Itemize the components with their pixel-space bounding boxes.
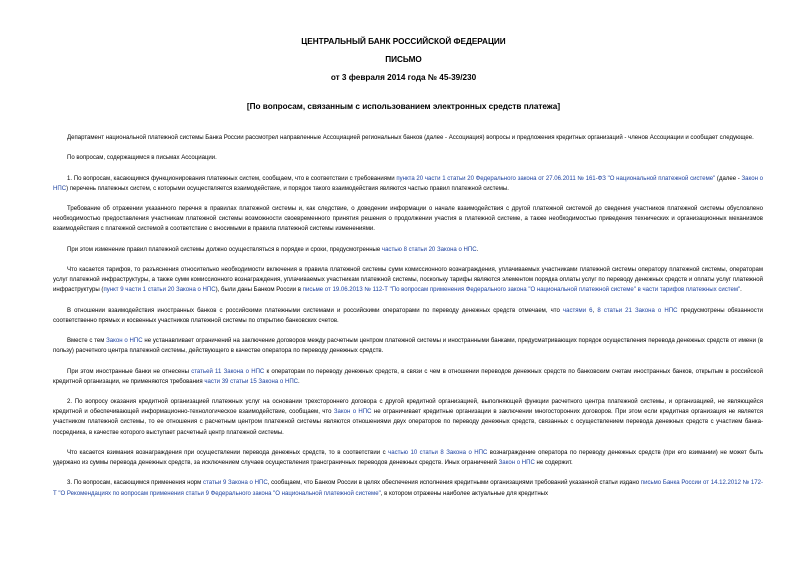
paragraph-text: не устанавливает ограничений на заключение договоров между расчетным центром платежной системы и иностранными банками, предусматривающих порядок осуществления перевода денежных средств от имени (в пользу) расчетного центра платежной системы, действующего в качестве оператора по переводу денежных средств. [53, 338, 764, 355]
paragraph [53, 204, 763, 234]
paragraph-text: не содержит. [534, 460, 573, 467]
paragraph [53, 397, 763, 437]
paragraph-text: не ограничивает кредитные организации в заключении многосторонних договоров. При этом если кредитная организация не является участником платежной системы, то ее отношения с расчетным центром платежной системы являются отношениями двух операторов по переводу денежных средств, связанных с осуществлением перевода денежных средств с участием банка-посредника, в качестве которого выступает расчетный центр платежной системы. [53, 409, 763, 436]
document-date-number: от 3 февраля 2014 года № 45-39/230 [330, 73, 477, 82]
document-link[interactable]: 8 статьи 21 Закона о НПС [597, 307, 678, 314]
paragraph [53, 367, 763, 387]
paragraph-text: Что касается взимания вознаграждения при осуществлении перевода денежных средств, то в соответствии с [67, 449, 389, 456]
document-subject: [По вопросам, связанным с использованием электронных средств платежа] [246, 102, 561, 111]
paragraph [53, 153, 763, 163]
paragraph [53, 448, 763, 468]
paragraph [53, 336, 763, 356]
issuer-heading: ЦЕНТРАЛЬНЫЙ БАНК РОССИЙСКОЙ ФЕДЕРАЦИИ [301, 37, 506, 46]
document-link[interactable]: Закон о НПС [333, 409, 372, 416]
paragraph-text: 3. По вопросам, касающимся применения норм [67, 480, 204, 487]
paragraph-text: предусмотрены обязанности соответственно прямых и косвенных участников платежной системы по открытию банковских счетов. [53, 307, 763, 324]
paragraph-text: Вместе с тем [67, 338, 107, 345]
paragraph [53, 478, 763, 498]
paragraph-text: (далее - [715, 175, 742, 182]
paragraph-text: . [476, 246, 479, 253]
paragraph-text: к операторам по переводу денежных средств, в связи с чем в отношении переводов денежных средств по банковским счетам иностранных банков, открытым в российской кредитной организации, не применяются требования [53, 368, 763, 385]
paragraph-text: , сообщаем, что Банком России в целях обеспечения исполнения кредитными организациями требований указанной статьи издано [267, 480, 641, 487]
paragraph-text: По вопросам, содержащимся в письмах Ассоциации. [67, 155, 217, 162]
document-link[interactable]: частью 8 статьи 20 Закона о НПС [381, 246, 477, 253]
document-type-heading: ПИСЬМО [385, 55, 422, 64]
document-link[interactable]: части 39 статьи 15 Закона о НПС [204, 378, 299, 385]
paragraph-text: Департамент национальной платежной системы Банка России рассмотрел направленные Ассоциацией региональных банков (далее - Ассоциация) вопросы и предложения кредитных организаций - членов Ассоциации и сообщает следующее. [67, 135, 754, 141]
document-link[interactable]: письме от 19.06.2013 № 112-Т "По вопросам применения Федерального закона "О национальной платежной системе" в части тарифов платежных систем" [302, 287, 741, 294]
paragraph-text: ) перечень платежных систем, с которыми осуществляется взаимодействие, и порядок такого взаимодействия являются частью правил платежной системы. [66, 185, 509, 192]
paragraph-text: Что касается тарифов, то разъяснения относительно необходимости включения в правила платежной системы сумм комиссионного вознаграждения, уплачиваемых участниками платежной системы оператору платежной системы, операторам услуг платежной инфраструктуры, а также сумм комиссионного вознаграждения, уплачиваемых участникам платежной системы, поскольку тарифы являются элементом порядка оплаты услуг по переводу денежных средств и оплаты услуг платежной инфраструктуры ( [53, 267, 763, 294]
paragraph [53, 174, 763, 194]
document-link[interactable]: письмо Банка России от 14.12.2012 № 172-Т "О Рекомендациях по вопросам применения статьи 9 Федерального закона "О национальной платежной системе" [53, 480, 763, 497]
document-link[interactable]: пункта 20 части 1 статьи 20 Федерального закона от 27.06.2011 № 161-ФЗ "О национальной платежной системе" [396, 175, 716, 182]
paragraph-text: При этом иностранные банки не отнесены [67, 368, 192, 375]
paragraph-text: , [592, 307, 598, 314]
document-link[interactable]: Закон о НПС [498, 460, 535, 467]
paragraph [53, 265, 763, 295]
paragraph [53, 306, 763, 326]
paragraph-text: . [298, 378, 300, 385]
document-link[interactable]: Закон о НПС [106, 338, 143, 345]
document-link[interactable]: частью 10 статьи 8 Закона о НПС [388, 449, 488, 456]
paragraph-text: В отношении взаимодействия иностранных банков с российскими платежными системами и российскими операторами по переводу денежных средств отмечаем, что [67, 307, 563, 314]
paragraph-text: 1. По вопросам, касающимся функционирования платежных систем, сообщаем, что в соответствии с требованиями [67, 175, 397, 182]
paragraph-text: ), были даны Банком России в [215, 287, 303, 294]
paragraph-text: При этом изменение правил платежной системы должно осуществляться в порядке и сроки, предусмотренные [67, 246, 382, 253]
paragraph-text: 2. По вопросу оказания кредитной организацией платежных услуг на основании трехстороннего договора с другой кредитной организацией, выполняющей функции расчетного центра платежной системы, и организацией, не являющейся кредитной и обеспечивающей информационно-технологическое взаимодействие, сообщаем, что [53, 399, 763, 416]
document-body [53, 133, 763, 509]
document-link[interactable]: пункт 9 части 1 статьи 20 Закона о НПС [103, 287, 216, 294]
document-link[interactable]: частями 6 [562, 307, 593, 314]
paragraph-text: , в котором отражены наиболее актуальные для кредитных [380, 490, 549, 497]
paragraph-text: . [740, 287, 742, 294]
paragraph [53, 133, 763, 143]
document-link[interactable]: статьи 9 Закона о НПС [203, 480, 268, 487]
document-link[interactable]: статьей 11 Закона о НПС [191, 368, 265, 375]
paragraph-text: Требование об отражении указанного перечня в правилах платежной системы и, как следствие, о доведении информации о начале взаимодействия с другой платежной системой до сведения участников платежной системы обусловлено необходимостью предоставления участникам платежной системы возможности своевременного принятия решения о продолжении участия в платежной системе, а также необходимостью приведения технических и организационных механизмов взаимодействия с платежной системой в соответствие с вносимыми в правила платежной системы изменениями. [53, 206, 763, 233]
paragraph [53, 245, 763, 255]
paragraph-text: вознаграждение оператора по переводу денежных средств (при его взимании) не может быть удержано из суммы перевода денежных средств, за исключением случаев осуществления трансграничных переводов денежных средств. Иных ограничений [53, 449, 764, 467]
document-link[interactable]: Закон о НПС [53, 175, 763, 192]
